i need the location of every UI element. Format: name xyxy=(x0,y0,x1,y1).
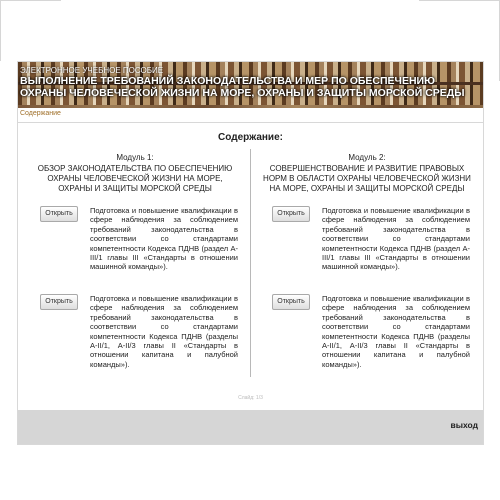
page-corner-decoration xyxy=(0,0,61,61)
module-2-column xyxy=(262,153,472,369)
module-title: ОБЗОР ЗАКОНОДАТЕЛЬСТВА ПО ОБЕСПЕЧЕНИЮ ОХРАНЫ ЧЕЛОВЕЧЕСКОЙ ЖИЗНИ НА МОРЕ, ОХРАНЫ И ЗАЩИТЫ МОРСКОЙ СРЕДЫ xyxy=(37,164,233,193)
module-label: Модуль 2: xyxy=(348,153,386,162)
column-divider xyxy=(250,149,251,377)
module-label: Модуль 1: xyxy=(116,153,154,162)
course-window xyxy=(18,62,483,444)
item-description: Подготовка и повышение квалификации в сфере наблюдения за соблюдением требований законодательства в соответствии со стандартами компетентности Кодекса ПДНВ (раздел А-III/1 главы III «Стандарты в отношении машинной команды»). xyxy=(90,206,238,272)
page-title: Содержание: xyxy=(218,132,283,143)
module-title: СОВЕРШЕНСТВОВАНИЕ И РАЗВИТИЕ ПРАВОВЫХ НОРМ В ОБЛАСТИ ОХРАНЫ ЧЕЛОВЕЧЕСКОЙ ЖИЗНИ НА МОРЕ, ОХРАНЫ И ЗАЩИТЫ МОРСКОЙ СРЕДЫ xyxy=(263,164,471,193)
banner-subtitle: ЭЛЕКТРОННОЕ УЧЕБНОЕ ПОСОБИЕ xyxy=(20,66,164,75)
header-banner xyxy=(18,62,483,108)
module-1-column xyxy=(30,153,240,369)
open-button[interactable]: Открыть xyxy=(40,294,78,310)
item-description: Подготовка и повышение квалификации в сфере наблюдения за соблюдением требований законодательства в соответствии со стандартами компетентности Кодекса ПДНВ (разделы А-II/1, А-II/3 главы II «Стандарты в отношении капитана и палубной команды»). xyxy=(90,294,238,369)
slide-counter: Слайд: 1/3 xyxy=(238,395,263,401)
breadcrumb-link[interactable]: Содержание xyxy=(20,110,61,117)
contents-panel xyxy=(18,123,483,403)
footer-bar xyxy=(18,410,483,444)
open-button[interactable]: Открыть xyxy=(272,206,310,222)
open-button[interactable]: Открыть xyxy=(40,206,78,222)
banner-title: ВЫПОЛНЕНИЕ ТРЕБОВАНИЙ ЗАКОНОДАТЕЛЬСТВА И МЕР ПО ОБЕСПЕЧЕНИЮ ОХРАНЫ ЧЕЛОВЕЧЕСКОЙ ЖИЗНИ НА МОРЕ, ОХРАНЫ И ЗАЩИТЫ МОРСКОЙ СРЕДЫ xyxy=(20,75,465,99)
breadcrumb xyxy=(18,108,483,123)
item-description: Подготовка и повышение квалификации в сфере наблюдения за соблюдением требований законодательства в соответствии со стандартами компетентности Кодекса ПДНВ (раздел А-III/1 главы III «Стандарты в отношении машинной команды»). xyxy=(322,206,470,272)
exit-button[interactable]: выход xyxy=(450,420,478,430)
open-button[interactable]: Открыть xyxy=(272,294,310,310)
item-description: Подготовка и повышение квалификации в сфере наблюдения за соблюдением требований законодательства в соответствии со стандартами компетентности Кодекса ПДНВ (разделы А-II/1, А-II/3 главы II «Стандарты в отношении капитана и палубной команды»). xyxy=(322,294,470,369)
